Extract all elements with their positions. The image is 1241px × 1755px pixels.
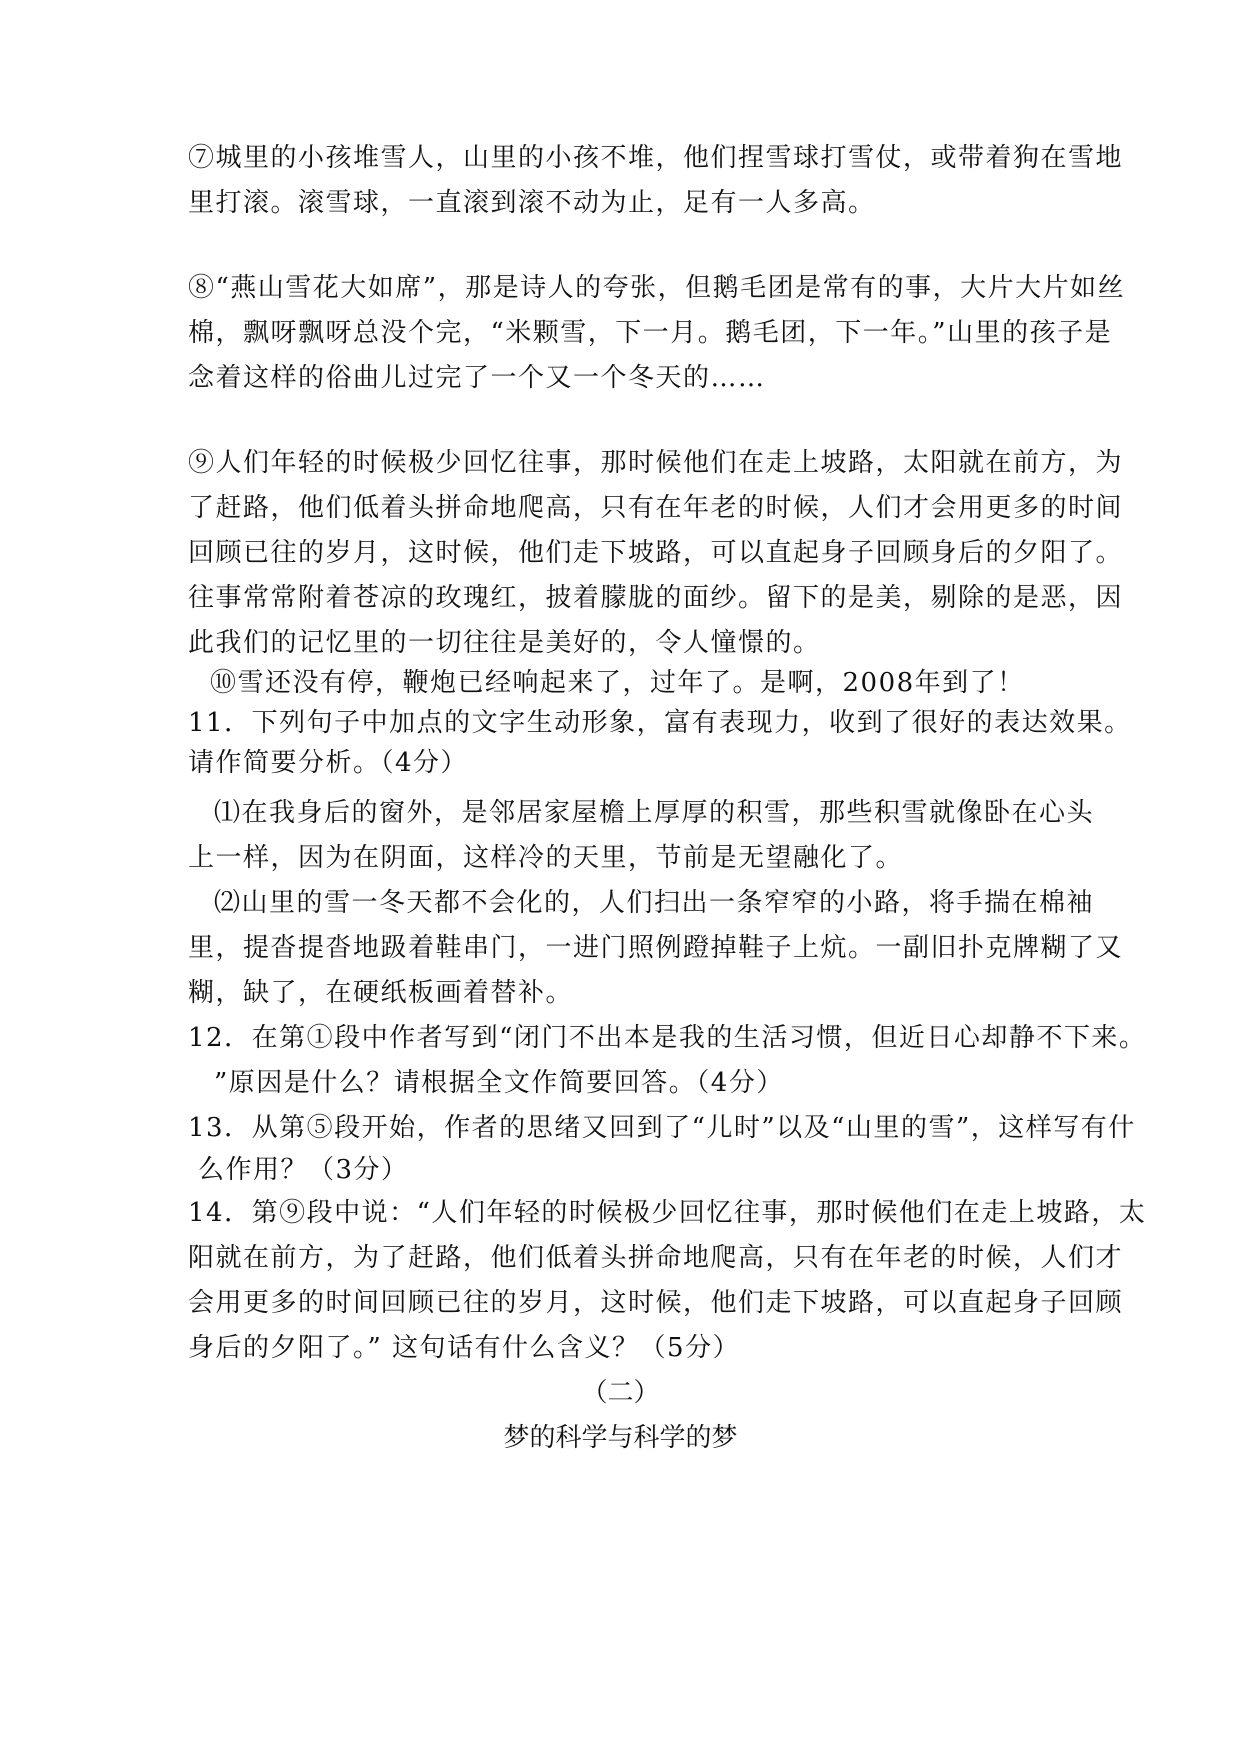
section-title: 梦的科学与科学的梦 (503, 1423, 738, 1453)
paragraph-8-line-3: 念着这样的俗曲儿过完了一个又一个冬天的…… (188, 363, 766, 393)
question-13-line-2: 么作用？（3分） (198, 1155, 409, 1185)
paragraph-7-line-2: 里打滚。滚雪球，一直滚到滚不动为止，足有一人多高。 (188, 188, 876, 218)
paragraph-8-line-2: 棉，飘呀飘呀总没个完，“米颗雪，下一月。鹅毛团，下一年。”山里的孩子是 (188, 318, 1113, 348)
question-14-line-4: 身后的夕阳了。” 这句话有什么含义？（5分） (188, 1333, 741, 1363)
paragraph-9-line-2: 了赶路，他们低着头拼命地爬高，只有在年老的时候，人们才会用更多的时间 (188, 493, 1124, 523)
question-12-line-1: 12．在第①段中作者写到“闭门不出本是我的生活习惯，但近日心却静不下来。 (188, 1023, 1147, 1053)
question-11-item-2-line-2: 里，提沓提沓地趿着鞋串门，一进门照例蹬掉鞋子上炕。一副旧扑克牌糊了又 (188, 933, 1124, 963)
paragraph-7-line-1: ⑦城里的小孩堆雪人，山里的小孩不堆，他们捏雪球打雪仗，或带着狗在雪地 (188, 143, 1124, 173)
question-11-line-1: 11．下列句子中加点的文字生动形象，富有表现力，收到了很好的表达效果。 (188, 708, 1132, 738)
paragraph-9-line-1: ⑨人们年轻的时候极少回忆往事，那时候他们在走上坡路，太阳就在前方，为 (188, 448, 1124, 478)
paragraph-8-line-1: ⑧“燕山雪花大如席”，那是诗人的夸张，但鹅毛团是常有的事，大片大片如丝 (188, 273, 1126, 303)
question-11-line-2: 请作简要分析。（4分） (188, 748, 469, 778)
paragraph-9-line-3: 回顾已往的岁月，这时候，他们走下坡路，可以直起身子回顾身后的夕阳了。 (188, 538, 1124, 568)
question-11-item-1-line-1: ⑴在我身后的窗外，是邻居家屋檐上厚厚的积雪，那些积雪就像卧在心头 (214, 798, 1095, 828)
question-14-line-2: 阳就在前方，为了赶路，他们低着头拼命地爬高，只有在年老的时候，人们才 (188, 1243, 1124, 1273)
question-11-item-2-line-1: ⑵山里的雪一冬天都不会化的，人们扫出一条窄窄的小路，将手揣在棉袖 (214, 888, 1095, 918)
question-14-line-1: 14．第⑨段中说：“人们年轻的时候极少回忆往事，那时候他们在走上坡路，太 (188, 1198, 1147, 1228)
question-12-line-2: ”原因是什么？请根据全文作简要回答。（4分） (214, 1068, 784, 1098)
paragraph-9-line-5: 此我们的记忆里的一切往往是美好的，令人憧憬的。 (188, 628, 821, 658)
paragraph-10: ⑩雪还没有停，鞭炮已经响起来了，过年了。是啊，2008年到了！ (210, 668, 1025, 698)
section-number: （二） (581, 1378, 660, 1408)
question-11-item-2-line-3: 糊，缺了，在硬纸板画着替补。 (188, 978, 574, 1008)
question-11-item-1-line-2: 上一样，因为在阴面，这样冷的天里，节前是无望融化了。 (188, 843, 904, 873)
question-14-line-3: 会用更多的时间回顾已往的岁月，这时候，他们走下坡路，可以直起身子回顾 (188, 1288, 1124, 1318)
paragraph-9-line-4: 往事常常附着苍凉的玫瑰红，披着朦胧的面纱。留下的是美，剔除的是恶，因 (188, 583, 1124, 613)
question-13-line-1: 13．从第⑤段开始，作者的思绪又回到了“儿时”以及“山里的雪”，这样写有什 (188, 1113, 1136, 1143)
